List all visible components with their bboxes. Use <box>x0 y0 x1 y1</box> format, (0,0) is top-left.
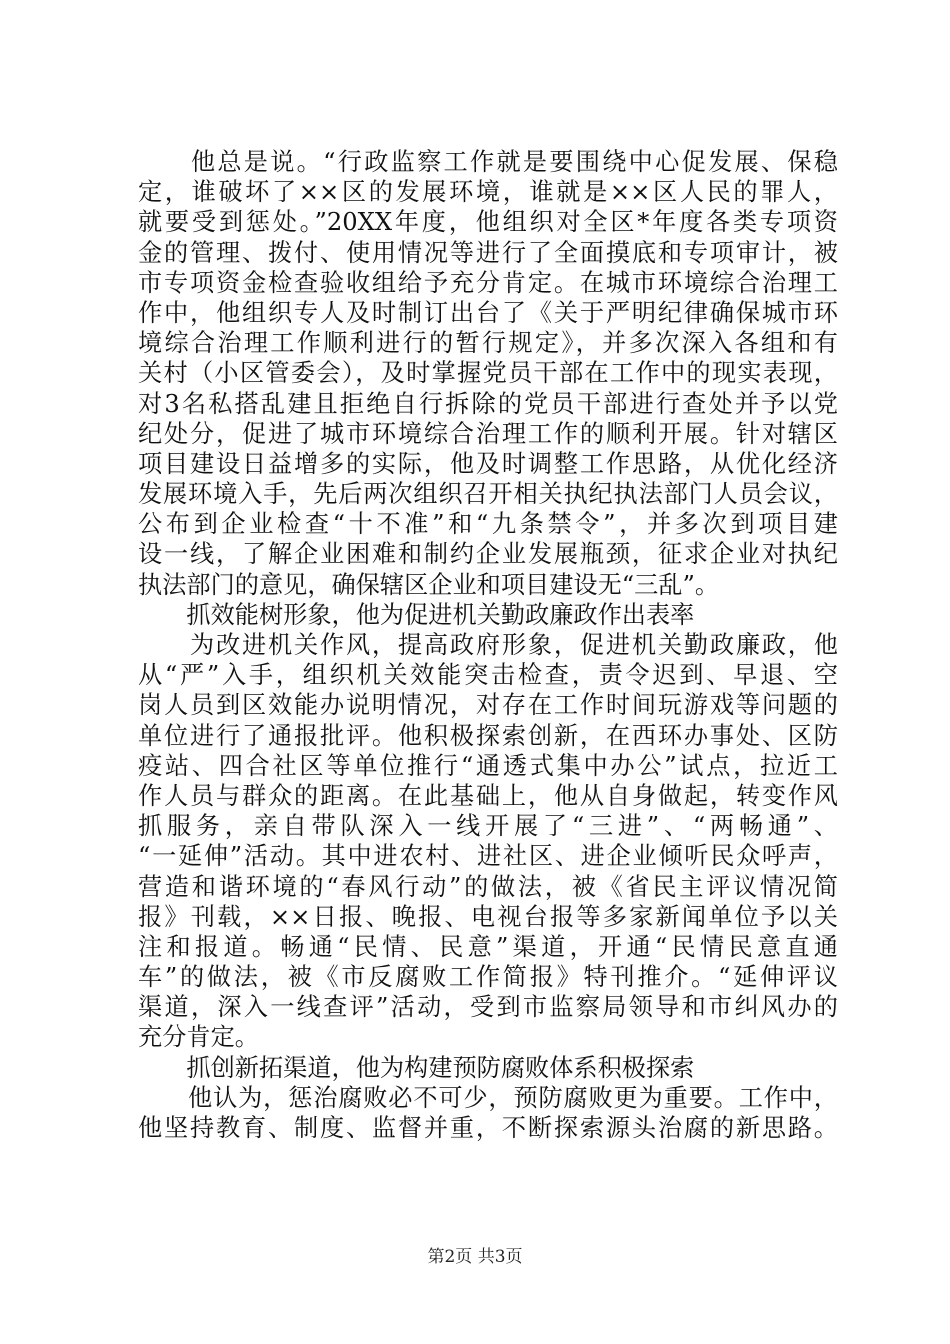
text-line: 金的管理、拨付、使用情况等进行了全面摸底和专项审计，被 <box>138 238 838 267</box>
text-line: 市专项资金检查验收组给予充分肯定。在城市环境综合治理工 <box>138 268 838 297</box>
text-line: 境综合治理工作顺利进行的暂行规定》，并多次深入各组和有 <box>138 329 838 358</box>
text-line: “一延伸”活动。其中进农村、进社区、进企业倾听民众呼声， <box>138 842 838 871</box>
text-line: 岗人员到区效能办说明情况，对存在工作时间玩游戏等问题的 <box>138 691 838 720</box>
text-line: 关村（小区管委会），及时掌握党员干部在工作中的现实表现， <box>138 359 838 388</box>
text-line: 对3名私搭乱建且拒绝自行拆除的党员干部进行查处并予以党 <box>138 389 838 418</box>
text-line: 从“严”入手，组织机关效能突击检查，责令迟到、早退、空 <box>138 661 838 690</box>
text-line: 纪处分，促进了城市环境综合治理工作的顺利开展。针对辖区 <box>138 419 838 448</box>
text-line: 营造和谐环境的“春风行动”的做法，被《省民主评议情况简 <box>138 872 838 901</box>
text-line: 单位进行了通报批评。他积极探索创新，在西环办事处、区防 <box>138 721 838 750</box>
text-line: 作人员与群众的距离。在此基础上，他从自身做起，转变作风 <box>138 781 838 810</box>
text-line: 为改进机关作风，提高政府形象，促进机关勤政廉政，他 <box>138 631 838 659</box>
text-line: 他认为，惩治腐败必不可少，预防腐败更为重要。工作中， <box>138 1083 838 1112</box>
page-footer: 第2页 共3页 <box>427 1247 523 1267</box>
text-line: 他总是说。“行政监察工作就是要围绕中心促发展、保稳 <box>138 148 838 176</box>
text-line: 渠道，深入一线查评”活动，受到市监察局领导和市纠风办的 <box>138 993 838 1022</box>
text-line: 就要受到惩处。”20XX年度，他组织对全区*年度各类专项资 <box>138 208 838 237</box>
text-line: 设一线，了解企业困难和制约企业发展瓶颈，征求企业对执纪 <box>138 540 838 569</box>
text-line: 抓服务，亲自带队深入一线开展了“三进”、“两畅通”、 <box>138 812 838 841</box>
text-line: 疫站、四合社区等单位推行“通透式集中办公”试点，拉近工 <box>138 751 838 780</box>
body-text <box>138 147 838 1143</box>
section-heading: 抓创新拓渠道，他为构建预防腐败体系积极探索 <box>138 1053 695 1082</box>
text-line: 项目建设日益增多的实际，他及时调整工作思路，从优化经济 <box>138 449 838 478</box>
text-line: 注和报道。畅通“民情、民意”渠道，开通“民情民意直通 <box>138 932 838 961</box>
text-line: 车”的做法，被《市反腐败工作简报》特刊推介。“延伸评议 <box>138 963 838 992</box>
text-line: 作中，他组织专人及时制订出台了《关于严明纪律确保城市环 <box>138 298 838 327</box>
text-line: 公布到企业检查“十不准”和“九条禁令”，并多次到项目建 <box>138 510 838 539</box>
text-line: 定，谁破坏了××区的发展环境，谁就是××区人民的罪人， <box>138 178 838 207</box>
section-heading: 抓效能树形象，他为促进机关勤政廉政作出表率 <box>138 600 695 629</box>
text-line: 发展环境入手，先后两次组织召开相关执纪执法部门人员会议， <box>138 480 838 509</box>
text-line: 报》刊载，××日报、晚报、电视台报等多家新闻单位予以关 <box>138 902 838 931</box>
text-line: 他坚持教育、制度、监督并重，不断探索源头治腐的新思路。 <box>138 1114 838 1142</box>
text-line: 充分肯定。 <box>138 1023 259 1052</box>
text-line: 执法部门的意见，确保辖区企业和项目建设无“三乱”。 <box>138 570 720 599</box>
